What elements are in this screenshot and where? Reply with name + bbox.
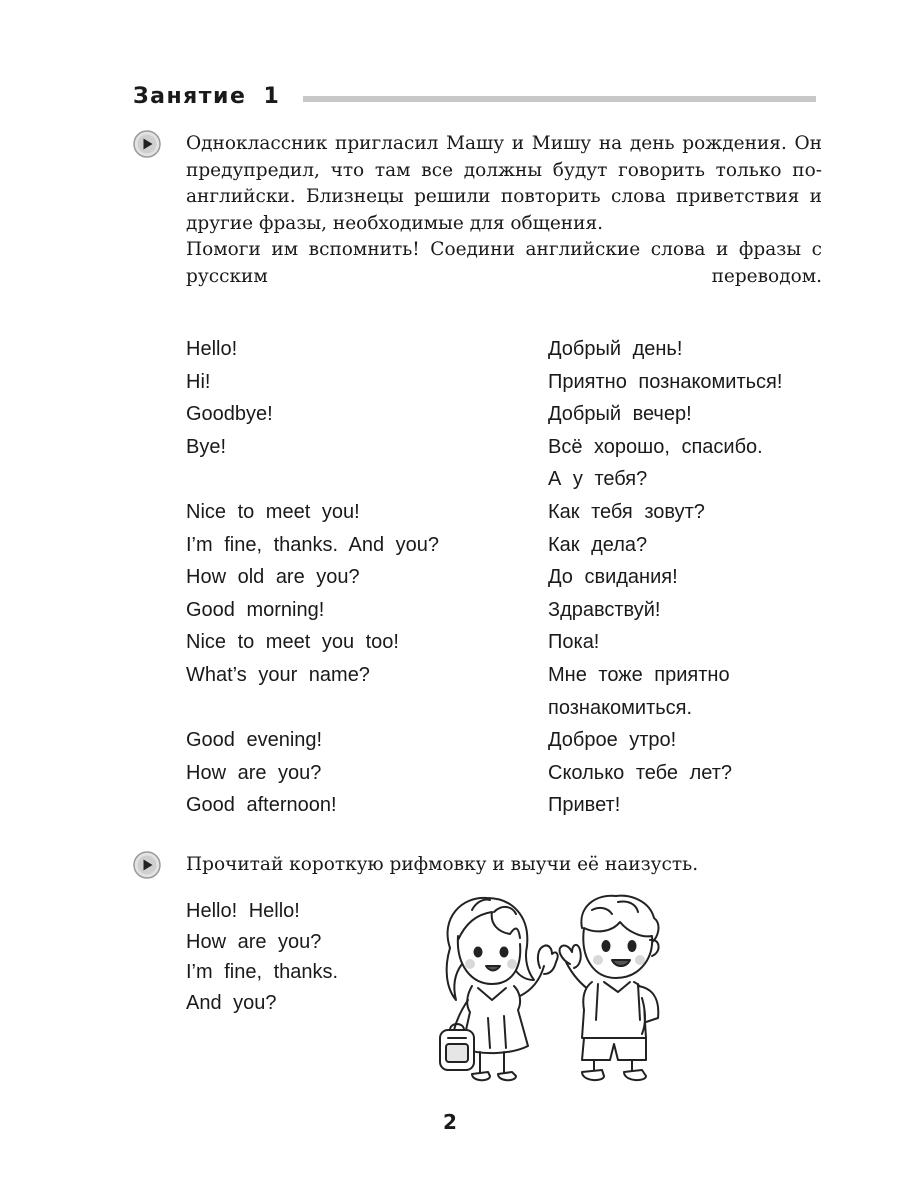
boy-figure xyxy=(560,896,659,1080)
play-circle-icon xyxy=(133,130,161,158)
english-phrase: Hi! xyxy=(186,370,211,393)
rhyme-line: Hello! Hello! xyxy=(186,900,300,922)
english-phrases-column xyxy=(186,333,439,822)
english-phrase: I’m fine, thanks. And you? xyxy=(186,533,440,556)
russian-phrase: Здравствуй! xyxy=(548,598,661,621)
task-2-instruction: Прочитай короткую рифмовку и выучи её наизусть. xyxy=(186,854,699,875)
girl-figure xyxy=(440,898,558,1080)
lesson-title: Занятие 1 xyxy=(133,84,281,109)
heading-rule xyxy=(303,96,816,102)
russian-phrase: Всё хорошо, спасибо. xyxy=(548,435,763,458)
rhyme xyxy=(186,896,338,1018)
lesson-heading xyxy=(133,80,823,114)
russian-phrase: Добрый день! xyxy=(548,338,683,360)
russian-phrase: познакомиться. xyxy=(548,696,693,719)
play-circle-icon xyxy=(133,851,161,879)
two-children-waving-illustration xyxy=(432,888,668,1088)
russian-translations-column xyxy=(548,333,782,822)
english-phrase: Good evening! xyxy=(186,729,323,752)
task-1-text xyxy=(186,131,822,290)
russian-phrase: Как дела? xyxy=(548,533,648,556)
english-phrase: What’s your name? xyxy=(186,663,370,686)
english-phrase-spacer xyxy=(186,692,439,725)
english-phrase: How old are you? xyxy=(186,566,360,589)
english-phrase: Bye! xyxy=(186,435,227,458)
russian-phrase: Добрый вечер! xyxy=(548,403,692,426)
russian-phrase: Мне тоже приятно xyxy=(548,663,730,686)
russian-phrase: Приятно познакомиться! xyxy=(548,370,783,393)
english-phrase: Nice to meet you too! xyxy=(186,631,399,654)
english-phrase: How are you? xyxy=(186,761,322,784)
page-number: 2 xyxy=(443,1110,457,1134)
russian-phrase: Сколько тебе лет? xyxy=(548,761,733,784)
rhyme-line: And you? xyxy=(186,991,277,1014)
russian-phrase: А у тебя? xyxy=(548,468,648,491)
rhyme-line: How are you? xyxy=(186,930,322,953)
task-1-paragraph-2: Помоги им вспомнить! Соедини английские слова и фразы с русским переводом. xyxy=(186,239,822,287)
russian-phrase: Пока! xyxy=(548,631,600,654)
rhyme-line: I’m fine, thanks. xyxy=(186,961,339,983)
task-1-paragraph-1: Одноклассник пригласил Машу и Мишу на день рождения. Он предупредил, что там все должны будут говорить только по-английски. Близнецы решили повторить слова приветствия и другие фразы, необходимые для общения. xyxy=(186,133,822,234)
russian-phrase: Привет! xyxy=(548,794,621,817)
task-2-text xyxy=(186,852,822,879)
english-phrase: Good morning! xyxy=(186,598,325,621)
english-phrase-spacer xyxy=(186,463,439,496)
russian-phrase: Как тебя зовут? xyxy=(548,500,705,523)
english-phrase: Goodbye! xyxy=(186,403,273,426)
russian-phrase: Доброе утро! xyxy=(548,729,677,752)
english-phrase: Good afternoon! xyxy=(186,794,337,817)
english-phrase: Hello! xyxy=(186,338,238,360)
english-phrase: Nice to meet you! xyxy=(186,500,360,523)
russian-phrase: До свидания! xyxy=(548,566,678,589)
